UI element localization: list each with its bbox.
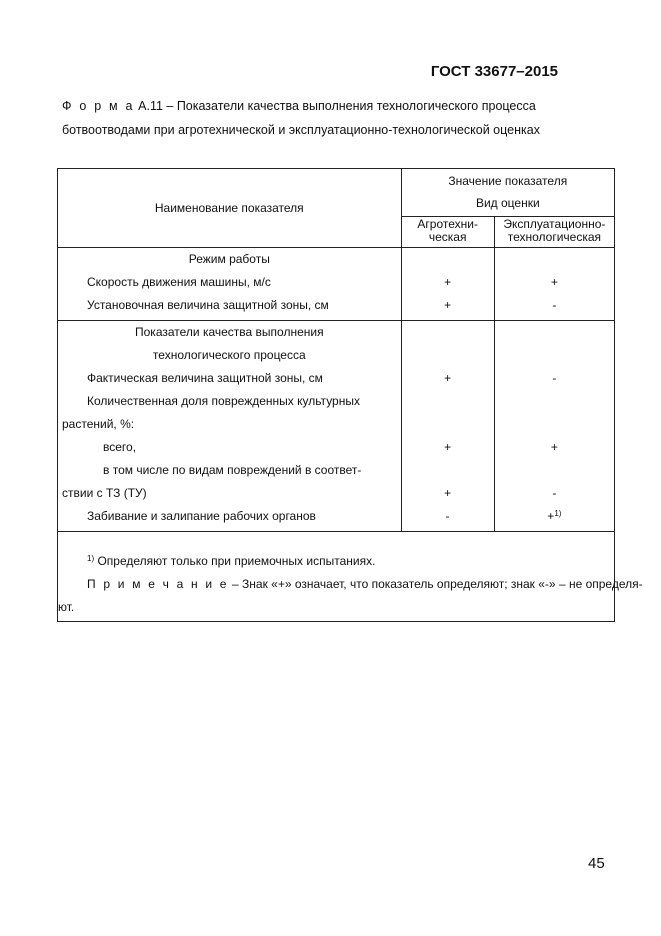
header-agro-line2: ческая	[428, 230, 467, 244]
footnote-mark: 1)	[87, 554, 95, 563]
section-title: Режим работы	[188, 252, 270, 266]
value-cell: -	[445, 509, 450, 523]
value-cell: +	[444, 486, 452, 500]
header-indicator-name	[58, 169, 402, 248]
row-name: Забивание и залипание рабочих органов	[87, 509, 316, 523]
quality-indicators-table	[57, 168, 643, 622]
section-quality-indicators	[58, 321, 615, 532]
row-name: в том числе по видам повреждений в соответ-	[103, 463, 362, 477]
header-agrotechnical	[401, 217, 494, 248]
value-text: +	[547, 509, 555, 523]
footnote-text: Определяют только при приемочных испытаниях.	[94, 554, 376, 568]
section-title-line2: технологического процесса	[152, 348, 306, 362]
section2-agro-values	[401, 321, 494, 532]
section-operating-mode	[58, 248, 615, 321]
header-operational	[494, 217, 614, 248]
header-row	[58, 169, 615, 217]
page-number: 45	[588, 855, 605, 872]
form-label: Ф о р м а	[62, 99, 135, 113]
note-continuation: ют.	[58, 600, 75, 614]
form-caption-line1	[62, 99, 536, 113]
section1-agro-values	[401, 248, 494, 321]
header-indicator-name-text: Наименование показателя	[154, 201, 304, 215]
row-name: Фактическая величина защитной зоны, см	[87, 371, 323, 385]
form-caption-text: А.11 – Показатели качества выполнения технологического процесса	[134, 99, 536, 113]
value-cell: +	[444, 275, 452, 289]
section1-expl-values	[494, 248, 614, 321]
value-cell: -	[552, 371, 557, 385]
footer-notes-row	[58, 532, 615, 622]
section1-names	[58, 248, 402, 321]
section2-names	[58, 321, 402, 532]
row-name-continuation: ствии с ТЗ (ТУ)	[62, 486, 147, 500]
section2-expl-values	[494, 321, 614, 532]
row-name: Скорость движения машины, м/с	[87, 275, 271, 289]
header-agro-line1: Агротехни-	[417, 217, 478, 231]
row-name: всего,	[103, 440, 137, 454]
value-cell: +	[550, 275, 558, 289]
value-cell: +	[444, 371, 452, 385]
value-cell: +	[444, 298, 452, 312]
footer-notes	[58, 532, 643, 622]
header-indicator-value	[401, 169, 614, 217]
value-cell: +	[550, 440, 558, 454]
value-cell: -	[552, 298, 557, 312]
row-name: Установочная величина защитной зоны, см	[87, 298, 329, 312]
standard-designation: ГОСТ 33677–2015	[430, 63, 558, 80]
footnote	[58, 550, 614, 573]
header-eval-type: Вид оценки	[475, 196, 540, 210]
header-expl-line2: технологическая	[507, 230, 602, 244]
row-name-continuation: растений, %:	[62, 417, 135, 431]
form-caption-line2: ботвоотводами при агротехнической и эксплуатационно-технологической оценках	[62, 123, 540, 137]
section-title-line1: Показатели качества выполнения	[135, 325, 324, 339]
header-value-label: Значение показателя	[448, 174, 568, 188]
note-text: – Знак «+» означает, что показатель определяют; знак «-» – не определя-	[228, 577, 643, 591]
value-cell: -	[552, 486, 557, 500]
value-cell: +	[444, 440, 452, 454]
header-expl-line1: Эксплуатационно-	[503, 217, 606, 231]
note	[58, 573, 643, 596]
row-name: Количественная доля поврежденных культурных	[87, 394, 360, 408]
note-label: П р и м е ч а н и е	[87, 577, 229, 591]
value-cell-with-footnote	[495, 505, 614, 528]
footnote-ref: 1)	[554, 509, 562, 518]
